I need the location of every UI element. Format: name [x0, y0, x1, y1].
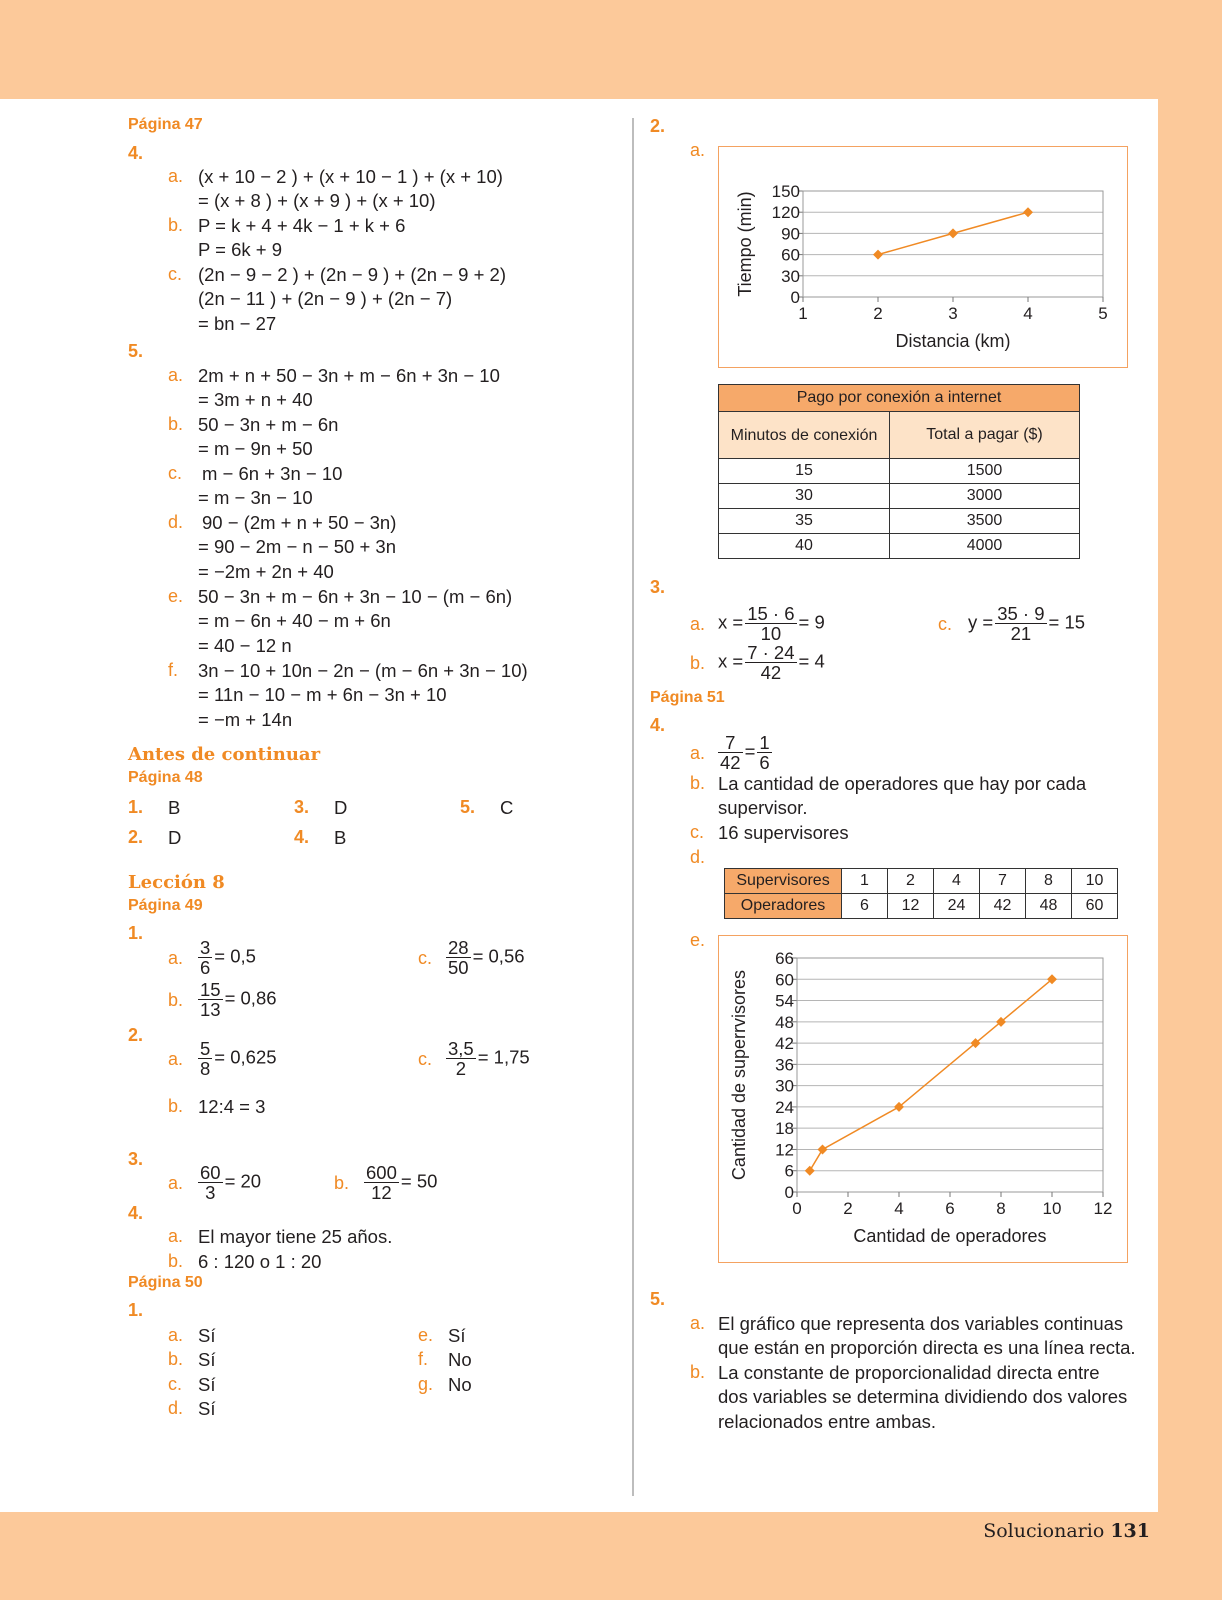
table2-row-header: Supervisores [725, 869, 842, 894]
r-q3b-letter: b. [690, 653, 706, 673]
table-supervisores-operadores [724, 868, 1118, 919]
ac-2-answer: D [168, 827, 182, 848]
l1c-expr [444, 938, 525, 977]
table1-cell: 40 [719, 534, 890, 559]
r-q4-number: 4. [650, 715, 666, 735]
r-q4e-letter: e. [690, 930, 706, 950]
frac-num: 15 · 6 [747, 603, 795, 624]
l4a-letter: a. [168, 1226, 184, 1246]
x-tick-label: 12 [1093, 1199, 1113, 1218]
y-tick-label: 66 [775, 949, 794, 968]
y-tick-label: 0 [790, 288, 800, 307]
table2-cell: 10 [1072, 869, 1118, 894]
equals: = [744, 740, 756, 762]
frac-num: 7 [718, 733, 743, 753]
q5f-line1: 3n − 10 + 10n − 2n − (m − 6n + 3n − 10) [198, 660, 528, 681]
p50g-letter: g. [418, 1374, 434, 1394]
table1-cell: 1500 [890, 459, 1080, 484]
q4a-letter: a. [168, 166, 184, 186]
data-point [948, 228, 958, 238]
r-q4b-line1: La cantidad de operadores que hay por cada [718, 773, 1087, 794]
r-q4c-letter: c. [690, 822, 705, 842]
l3a-letter: a. [168, 1173, 184, 1193]
y-tick-label: 12 [775, 1140, 794, 1160]
chart1-frame [718, 146, 1128, 368]
y-tick-label: 150 [771, 182, 800, 201]
l2a-letter: a. [168, 1049, 184, 1069]
x-tick-label: 4 [1023, 304, 1033, 323]
q4a-line2: = (x + 8 ) + (x + 9 ) + (x + 10) [198, 190, 436, 211]
ac-5-answer: C [500, 797, 514, 818]
frac-num: 15 [200, 979, 221, 1000]
y-tick-label: 36 [775, 1055, 794, 1075]
data-point [1023, 207, 1033, 217]
table2-row-header: Operadores [725, 894, 842, 919]
result: = 15 [1048, 611, 1086, 633]
p50e-answer: Sí [448, 1325, 466, 1346]
frac-num: 3 [200, 937, 211, 958]
y-tick-label: 120 [771, 203, 800, 223]
plot-area [803, 191, 1103, 297]
table2-cell: 7 [980, 869, 1026, 894]
table2-cell: 42 [980, 894, 1026, 919]
table2-cell: 2 [888, 869, 934, 894]
q5d-line3: = −2m + 2n + 40 [198, 561, 334, 582]
table1-header-total: Total a pagar ($) [890, 412, 1080, 459]
q5e-line1: 50 − 3n + m − 6n + 3n − 10 − (m − 6n) [198, 586, 513, 607]
p50d-letter: d. [168, 1398, 184, 1418]
q5c-letter: c. [168, 463, 183, 483]
l1a-letter: a. [168, 948, 184, 968]
var: y = [968, 611, 994, 633]
y-axis-label: Cantidad de superrvisores [729, 969, 749, 1181]
x-axis-label: Cantidad de operadores [853, 1226, 1047, 1246]
frac-den: 42 [760, 662, 782, 683]
r-q5a-line2: que están en proporción directa es una línea recta. [718, 1337, 1136, 1358]
q5b-line1: 50 − 3n + m − 6n [198, 414, 339, 435]
y-tick-label: 0 [784, 1183, 794, 1202]
table1-cell: 3000 [890, 484, 1080, 509]
frac-num: 1 [759, 732, 770, 753]
frac-den: 50 [448, 957, 469, 978]
l4a-text: El mayor tiene 25 años. [198, 1226, 393, 1247]
frac-den: 42 [720, 752, 741, 773]
q4c-letter: c. [168, 264, 183, 284]
frac-den: 13 [200, 999, 221, 1020]
x-tick-label: 8 [996, 1199, 1006, 1218]
result: = 1,75 [477, 1046, 530, 1068]
chart-tiempo-distancia [719, 147, 1127, 367]
r-q4a-expr [716, 733, 774, 772]
table2-cell: 48 [1026, 894, 1072, 919]
q5d-line2: = 90 − 2m − n − 50 + 3n [198, 536, 396, 557]
ac-1-number: 1. [128, 797, 144, 817]
footer [983, 1520, 1150, 1542]
table1-cell: 35 [719, 509, 890, 534]
frac-num: 35 · 9 [997, 603, 1045, 624]
r-q5a-line1: El gráfico que representa dos variables continuas [718, 1313, 1124, 1334]
p50b-answer: Sí [198, 1349, 216, 1370]
q5b-line2: = m − 9n + 50 [198, 438, 313, 459]
x-tick-label: 0 [792, 1199, 802, 1218]
r-q4b-line2: supervisor. [718, 797, 808, 818]
data-point [805, 1166, 815, 1176]
l1b-letter: b. [168, 990, 184, 1010]
l1a-expr [196, 938, 256, 977]
data-point [818, 1144, 828, 1154]
p50e-letter: e. [418, 1325, 434, 1345]
result: = 0,56 [472, 945, 525, 967]
p50c-answer: Sí [198, 1374, 216, 1395]
q5f-letter: f. [168, 660, 179, 680]
q5e-line3: = 40 − 12 n [198, 635, 292, 656]
l2a-expr [196, 1039, 277, 1078]
table-pago-conexion [718, 384, 1080, 559]
y-tick-label: 90 [781, 224, 800, 244]
r-q3a-letter: a. [690, 614, 706, 634]
q5e-line2: = m − 6n + 40 − m + 6n [198, 610, 391, 631]
y-tick-label: 24 [775, 1097, 794, 1117]
y-axis-label: Tiempo (min) [735, 191, 755, 297]
table2-cell: 12 [888, 894, 934, 919]
var: x = [718, 611, 744, 633]
q5a-letter: a. [168, 365, 184, 385]
ac-3-answer: D [334, 797, 348, 818]
ac-5-number: 5. [460, 797, 476, 817]
table1-header-minutos: Minutos de conexión [719, 412, 890, 459]
table2-cell: 24 [934, 894, 980, 919]
q4c-line1: (2n − 9 − 2 ) + (2n − 9 ) + (2n − 9 + 2) [198, 264, 507, 285]
table2-cell: 6 [842, 894, 888, 919]
frac-num: 60 [200, 1162, 221, 1183]
r-q5a-letter: a. [690, 1313, 706, 1333]
p50f-letter: f. [418, 1349, 429, 1369]
table1-cell: 4000 [890, 534, 1080, 559]
section-antes-de-continuar: Antes de continuar [128, 744, 321, 765]
q4-number: 4. [128, 143, 144, 163]
page-ref-51: Página 51 [650, 689, 725, 706]
r-q4a-letter: a. [690, 743, 706, 763]
result: = 0,5 [214, 945, 256, 967]
ac-4-number: 4. [294, 827, 310, 847]
chart-operadores-supervisores [719, 936, 1127, 1262]
l3a-expr [196, 1163, 261, 1202]
q5-number: 5. [128, 341, 144, 361]
l2-number: 2. [128, 1025, 144, 1045]
y-tick-label: 6 [784, 1161, 794, 1181]
q4b-line2: P = 6k + 9 [198, 239, 282, 260]
frac-den: 10 [760, 623, 782, 644]
frac-num: 3,5 [448, 1038, 474, 1059]
q5f-line2: = 11n − 10 − m + 6n − 3n + 10 [198, 684, 447, 705]
p50-q1-number: 1. [128, 1300, 144, 1320]
q4b-line1: P = k + 4 + 4k − 1 + k + 6 [198, 215, 406, 236]
frac-den: 2 [455, 1058, 466, 1079]
y-tick-label: 60 [775, 970, 794, 990]
x-tick-label: 2 [843, 1199, 853, 1218]
q5a-line1: 2m + n + 50 − 3n + m − 6n + 3n − 10 [198, 365, 500, 386]
l2b-letter: b. [168, 1096, 184, 1116]
ac-3-number: 3. [294, 797, 310, 817]
q5a-line2: = 3m + n + 40 [198, 389, 313, 410]
l2b-expr: 12:4 = 3 [198, 1096, 266, 1117]
frac-den: 12 [371, 1182, 392, 1203]
column-divider [632, 118, 634, 1496]
r-q5-number: 5. [650, 1289, 666, 1309]
x-axis-label: Distancia (km) [895, 331, 1011, 351]
table2-cell: 60 [1072, 894, 1118, 919]
r-q5b-letter: b. [690, 1362, 706, 1382]
table2-cell: 1 [842, 869, 888, 894]
r-q2a-letter: a. [690, 140, 706, 160]
result: = 9 [798, 611, 825, 633]
q5e-letter: e. [168, 586, 184, 606]
x-tick-label: 4 [894, 1199, 904, 1218]
y-tick-label: 48 [775, 1012, 794, 1032]
frac-num: 7 · 24 [747, 642, 795, 663]
q5c-line1: m − 6n + 3n − 10 [202, 463, 343, 484]
y-tick-label: 60 [781, 245, 800, 265]
p50g-answer: No [448, 1374, 472, 1395]
table2-cell: 4 [934, 869, 980, 894]
l4-number: 4. [128, 1203, 144, 1223]
result: = 50 [400, 1170, 438, 1192]
r-q4d-letter: d. [690, 847, 706, 867]
table1-cell: 30 [719, 484, 890, 509]
ac-4-answer: B [334, 827, 347, 848]
q5b-letter: b. [168, 414, 184, 434]
r-q4b-letter: b. [690, 773, 706, 793]
x-tick-label: 10 [1042, 1199, 1062, 1218]
r-q5b-line2: dos variables se determina dividiendo dos valores [718, 1386, 1128, 1407]
x-tick-label: 5 [1098, 304, 1108, 323]
p50d-answer: Sí [198, 1398, 216, 1419]
l3-number: 3. [128, 1149, 144, 1169]
frac-den: 21 [1010, 623, 1032, 644]
frac-den: 3 [205, 1182, 216, 1203]
l1-number: 1. [128, 923, 144, 943]
ac-2-number: 2. [128, 827, 144, 847]
page-ref-48: Página 48 [128, 769, 203, 786]
l3b-letter: b. [334, 1173, 350, 1193]
r-q3-number: 3. [650, 577, 666, 597]
q5f-line3: = −m + 14n [198, 709, 293, 730]
series-line [810, 979, 1052, 1170]
table2-cell: 8 [1026, 869, 1072, 894]
frac-num: 600 [366, 1162, 397, 1183]
plot-area [797, 958, 1103, 1192]
result: = 20 [224, 1170, 262, 1192]
page-ref-49: Página 49 [128, 897, 203, 914]
data-point [873, 250, 883, 260]
l4b-text: 6 : 120 o 1 : 20 [198, 1251, 322, 1272]
footer-label: Solucionario [983, 1520, 1105, 1542]
l1c-letter: c. [418, 948, 433, 968]
q4c-line3: = bn − 27 [198, 313, 277, 334]
l1b-expr [196, 980, 277, 1019]
result: = 0,625 [214, 1046, 277, 1068]
result: = 0,86 [224, 987, 277, 1009]
q4c-line2: (2n − 11 ) + (2n − 9 ) + (2n − 7) [198, 288, 453, 309]
page-ref-50: Página 50 [128, 1274, 203, 1291]
section-leccion-8: Lección 8 [128, 872, 225, 893]
table1-cell: 15 [719, 459, 890, 484]
table1-title: Pago por conexión a internet [719, 385, 1080, 412]
frac-num: 28 [448, 937, 469, 958]
table1-cell: 3500 [890, 509, 1080, 534]
y-tick-label: 42 [775, 1034, 794, 1054]
p50c-letter: c. [168, 1374, 183, 1394]
p50f-answer: No [448, 1349, 472, 1370]
x-tick-label: 6 [945, 1199, 955, 1218]
p50a-letter: a. [168, 1325, 184, 1345]
q4a-line1: (x + 10 − 2 ) + (x + 10 − 1 ) + (x + 10) [198, 166, 503, 187]
x-tick-label: 1 [798, 304, 808, 323]
frac-den: 8 [200, 1058, 211, 1079]
q5d-line1: 90 − (2m + n + 50 − 3n) [202, 512, 397, 533]
y-tick-label: 30 [781, 266, 800, 286]
p50a-answer: Sí [198, 1325, 216, 1346]
r-q4c-text: 16 supervisores [718, 822, 849, 843]
chart2-frame [718, 935, 1128, 1263]
l2c-letter: c. [418, 1049, 433, 1069]
page-number: 131 [1110, 1520, 1150, 1542]
var: x = [718, 650, 744, 672]
x-tick-label: 3 [948, 304, 958, 323]
y-tick-label: 18 [775, 1119, 794, 1139]
r-q3c-letter: c. [938, 614, 953, 634]
y-tick-label: 54 [775, 991, 794, 1011]
l2c-expr [444, 1039, 530, 1078]
frac-num: 5 [200, 1038, 211, 1059]
l4b-letter: b. [168, 1251, 184, 1271]
r-q5b-line1: La constante de proporcionalidad directa entre [718, 1362, 1100, 1383]
r-q5b-line3: relacionados entre ambas. [718, 1411, 937, 1432]
l3b-expr [362, 1163, 437, 1202]
r-q3a-expr [718, 604, 825, 643]
q5c-line2: = m − 3n − 10 [198, 487, 313, 508]
frac-den: 6 [759, 752, 770, 773]
q4b-letter: b. [168, 215, 184, 235]
q5d-letter: d. [168, 512, 184, 532]
x-tick-label: 2 [873, 304, 883, 323]
y-tick-label: 30 [775, 1076, 794, 1096]
r-q3c-expr [968, 604, 1085, 643]
ac-1-answer: B [168, 797, 181, 818]
r-q3b-expr [718, 643, 825, 682]
r-q2-number: 2. [650, 116, 666, 136]
frac-den: 6 [200, 957, 211, 978]
page-ref-47: Página 47 [128, 116, 203, 133]
p50b-letter: b. [168, 1349, 184, 1369]
result: = 4 [798, 650, 825, 672]
